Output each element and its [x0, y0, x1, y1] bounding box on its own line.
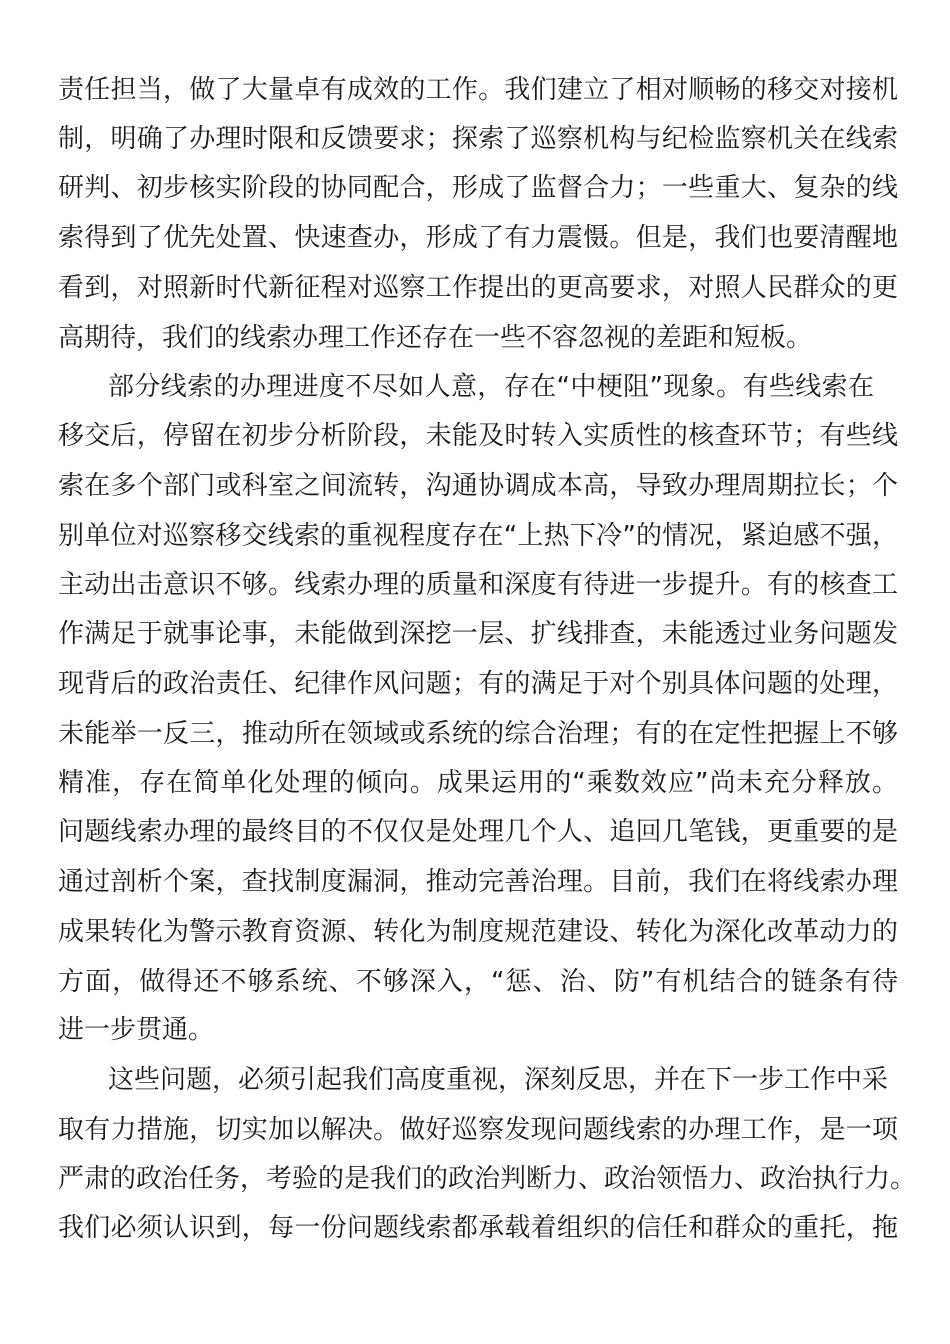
text-line: 高期待，我们的线索办理工作还存在一些不容忽视的差距和短板。 [58, 323, 813, 353]
text-line: 索在多个部门或科室之间流转，沟通协调成本高，导致办理周期拉长；个 [58, 471, 898, 501]
text-line: 移交后，停留在初步分析阶段，未能及时转入实质性的核查环节；有些线 [58, 421, 898, 451]
text-line: 索得到了优先处置、快速查办，形成了有力震慑。但是，我们也要清醒地 [58, 223, 898, 253]
text-line: 作满足于就事论事，未能做到深挖一层、扩线排查，未能透过业务问题发 [58, 619, 898, 649]
text-line: 通过剖析个案，查找制度漏洞，推动完善治理。目前，我们在将线索办理 [58, 867, 898, 897]
text-line: 研判、初步核实阶段的协同配合，形成了监督合力；一些重大、复杂的线 [58, 173, 898, 203]
text-line: 进一步贯通。 [58, 1015, 215, 1045]
paragraph-first-line: 这些问题，必须引起我们高度重视，深刻反思，并在下一步工作中采 [108, 1065, 889, 1095]
text-line: 精准，存在简单化处理的倾向。成果运用的“乘数效应”尚未充分释放。 [58, 768, 898, 798]
text-line: 严肃的政治任务，考验的是我们的政治判断力、政治领悟力、政治执行力。 [58, 1164, 917, 1194]
text-line: 看到，对照新时代新征程对巡察工作提出的更高要求，对照人民群众的更 [58, 273, 898, 303]
text-line: 方面，做得还不够系统、不够深入，“惩、治、防”有机结合的链条有待 [58, 967, 898, 997]
text-line: 成果转化为警示教育资源、转化为制度规范建设、转化为深化改革动力的 [58, 917, 898, 947]
text-line: 主动出击意识不够。线索办理的质量和深度有待进一步提升。有的核查工 [58, 570, 898, 600]
text-line: 现背后的政治责任、纪律作风问题；有的满足于对个别具体问题的处理， [58, 669, 898, 699]
paragraph-first-line: 部分线索的办理进度不尽如人意，存在“中梗阻”现象。有些线索在 [108, 372, 874, 402]
text-line: 责任担当，做了大量卓有成效的工作。我们建立了相对顺畅的移交对接机 [58, 75, 898, 105]
text-line: 未能举一反三，推动所在领域或系统的综合治理；有的在定性把握上不够 [58, 719, 898, 749]
text-line: 取有力措施，切实加以解决。做好巡察发现问题线索的办理工作，是一项 [58, 1115, 898, 1145]
text-line: 问题线索办理的最终目的不仅仅是处理几个人、追回几笔钱，更重要的是 [58, 817, 898, 847]
text-line: 制，明确了办理时限和反馈要求；探索了巡察机构与纪检监察机关在线索 [58, 124, 898, 154]
text-line: 我们必须认识到，每一份问题线索都承载着组织的信任和群众的重托，拖 [58, 1213, 898, 1243]
text-line: 别单位对巡察移交线索的重视程度存在“上热下冷”的情况，紧迫感不强， [58, 521, 898, 551]
